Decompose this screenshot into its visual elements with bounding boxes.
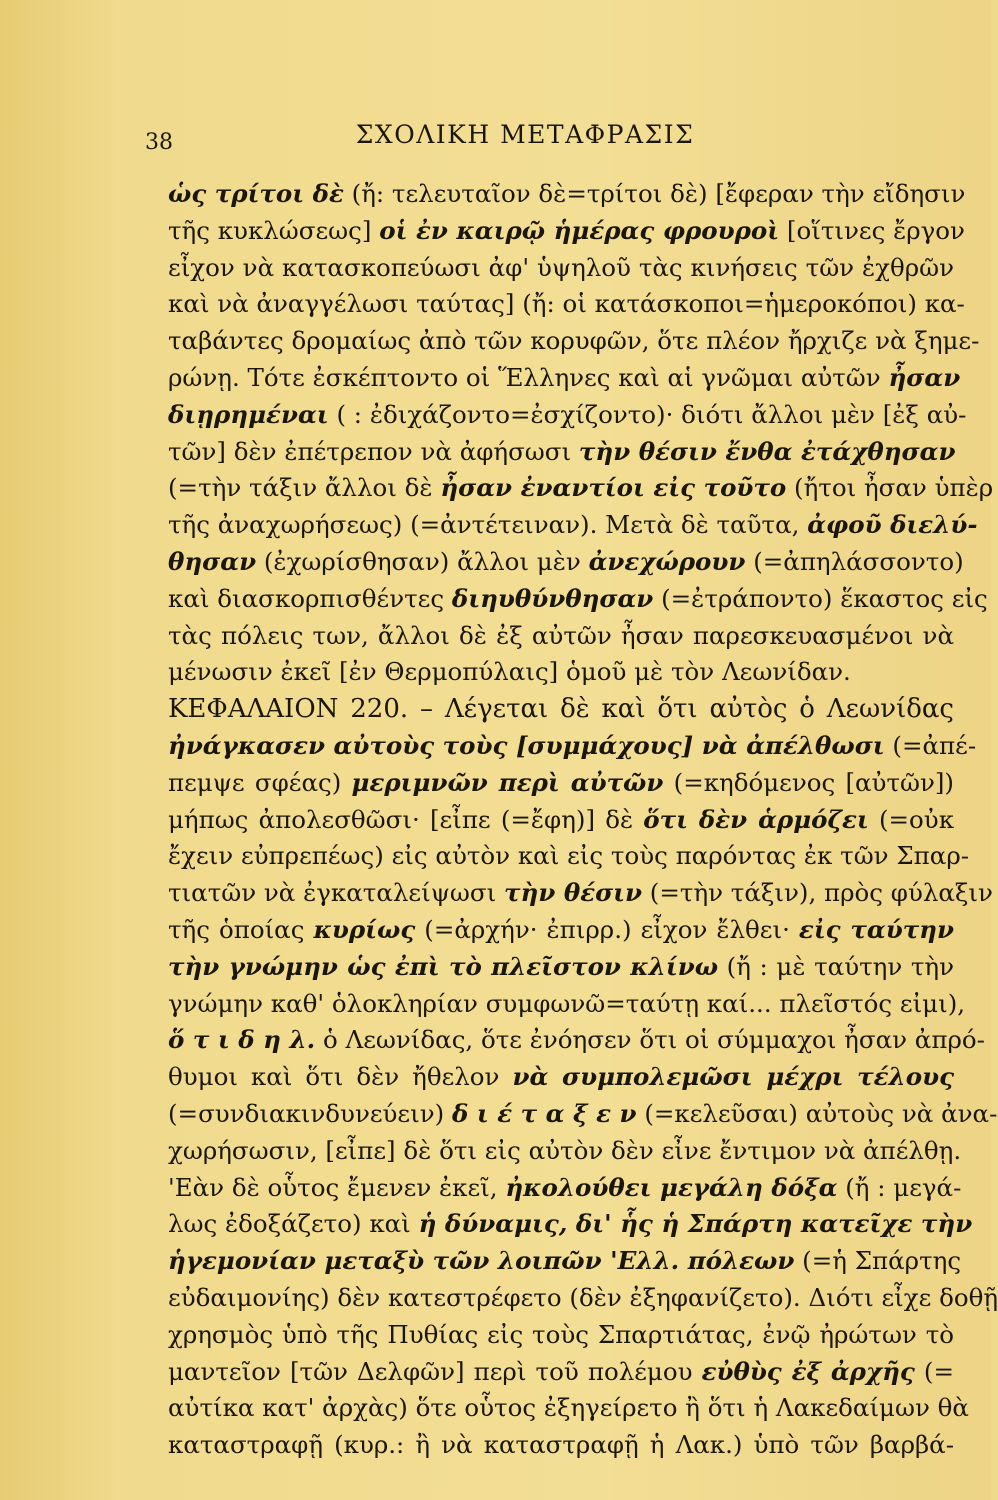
page-number: 38 xyxy=(145,130,173,155)
text-line xyxy=(168,286,965,323)
text-span: μήπως ἀπολεσθῶσι· [εἶπε (=ἔφη)] δὲ xyxy=(168,804,644,834)
text-line xyxy=(168,470,994,507)
text-span: τῆς ἀναχωρήσεως) (=ἀντέτειναν). Μετὰ δὲ ταῦτα, xyxy=(168,510,808,540)
text-line xyxy=(168,1243,962,1280)
text-line xyxy=(168,912,954,949)
body-text xyxy=(168,176,998,1464)
text-span: τιατῶν νὰ ἐγκαταλείψωσι xyxy=(168,878,505,908)
emphasized-phrase: ἠνάγκασεν αὐτοὺς τοὺς [συμμάχους] νὰ ἀπέλθωσι xyxy=(168,730,885,760)
text-span: (=ἀπέ- xyxy=(884,730,977,760)
text-line xyxy=(168,1022,985,1059)
emphasized-phrase: ἦσαν ἐναντίοι εἰς τοῦτο xyxy=(440,473,787,503)
text-line xyxy=(168,1390,969,1427)
page-header xyxy=(145,120,865,156)
emphasized-phrase: εὐθὺς ἐξ ἀρχῆς xyxy=(701,1356,915,1386)
text-span: (ἐχωρίσθησαν) ἄλλοι μὲν xyxy=(256,546,589,576)
emphasized-phrase: εἰς ταύτην xyxy=(798,914,954,944)
text-line xyxy=(168,213,965,250)
emphasized-phrase: μεριμνῶν περὶ αὐτῶν xyxy=(351,767,664,797)
text-line xyxy=(168,618,954,655)
emphasized-phrase: νὰ συμπολεμῶσι μέχρι τέλους xyxy=(512,1062,954,1092)
text-line xyxy=(168,654,954,691)
text-span: καταστραφῇ (κυρ.: ἢ νὰ καταστραφῇ ἡ Λακ.) ὑπὸ τῶν βαρβά- xyxy=(168,1430,954,1460)
text-span: καὶ διασκορπισθέντες xyxy=(168,583,452,613)
text-line xyxy=(168,728,977,765)
text-span: (=ἐτράποντο) ἕκαστος εἰς xyxy=(653,583,988,613)
text-span: μαντεῖον [τῶν Δελφῶν] περὶ τοῦ πολέμου xyxy=(168,1356,702,1386)
text-span: τῶν] δὲν ἐπέτρεπον νὰ ἀφήσωσι xyxy=(168,436,579,466)
emphasized-phrase: κυρίως xyxy=(313,914,416,944)
text-span: (=τὴν τάξιν), πρὸς φύλαξιν xyxy=(642,878,993,908)
text-span: χρησμὸς ὑπὸ τῆς Πυθίας εἰς τοὺς Σπαρτιάτας, ἐνῷ ἠρώτων τὸ xyxy=(168,1319,954,1349)
text-line xyxy=(168,360,961,397)
emphasized-phrase: τὴν γνώμην ὡς ἐπὶ τὸ πλεῖστον κλίνω xyxy=(168,951,719,981)
text-span: μένωσιν ἐκεῖ [ἐν Θερμοπύλαις] ὁμοῦ μὲ τὸν Λεωνίδαν. xyxy=(168,657,851,687)
text-line xyxy=(168,986,966,1023)
text-line xyxy=(168,1170,962,1207)
text-span: τῆς ὁποίας xyxy=(168,914,314,944)
text-line xyxy=(168,802,954,839)
text-line xyxy=(168,507,978,544)
text-line xyxy=(168,1096,998,1133)
text-span: (=ἀρχήν· ἐπιρρ.) εἶχον ἔλθει· xyxy=(415,914,799,944)
text-line xyxy=(168,434,954,471)
emphasized-phrase: θησαν xyxy=(168,546,257,576)
text-span: (=οὐκ xyxy=(868,804,955,834)
text-line xyxy=(168,1206,973,1243)
emphasized-phrase: δ ι έ τ α ξ ε ν xyxy=(451,1098,637,1128)
text-line xyxy=(168,875,993,912)
text-span: ὁ Λεωνίδας, ὅτε ἐνόησεν ὅτι οἱ σύμμαχοι ἦσαν ἀπρό- xyxy=(315,1025,985,1055)
emphasized-phrase: ἡγεμονίαν μεταξὺ τῶν λοιπῶν 'Ελλ. πόλεων xyxy=(168,1246,795,1276)
text-span: λως ἐδοξάζετο) καὶ xyxy=(168,1209,419,1239)
text-line xyxy=(168,1280,998,1317)
emphasized-phrase: τὴν θέσιν xyxy=(504,878,643,908)
text-line xyxy=(168,323,980,360)
emphasized-phrase: οἱ ἐν καιρῷ ἡμέρας φρουροὶ xyxy=(379,215,780,245)
text-span: πεμψε σφέας) xyxy=(168,767,352,797)
emphasized-phrase: ὡς τρίτοι δὲ xyxy=(168,179,344,208)
text-span: εἶχον νὰ κατασκοπεύωσι ἀφ' ὑψηλοῦ τὰς κινήσεις τῶν ἐχθρῶν xyxy=(168,252,954,282)
text-span: (=κηδόμενος [αὐτῶν]) xyxy=(663,767,954,797)
text-span: αὐτίκα κατ' ἀρχὰς) ὅτε οὗτος ἐξηγείρετο ἢ ὅτι ἡ Λακεδαίμων θὰ xyxy=(168,1393,969,1423)
text-span: (=ἡ Σπάρτης xyxy=(794,1246,962,1276)
emphasized-phrase: ἡ δύναμις, δι' ἧς ἡ Σπάρτη κατεῖχε τὴν xyxy=(418,1209,973,1239)
text-span: (ἤ : μεγά- xyxy=(837,1172,962,1202)
emphasized-phrase: τὴν θέσιν ἔνθα ἐτάχθησαν xyxy=(578,436,956,466)
text-span: ταβάντες δρομαίως ἀπὸ τῶν κορυφῶν, ὅτε πλέον ἤρχιζε νὰ ξημε- xyxy=(168,326,980,356)
text-line xyxy=(168,765,954,802)
text-line xyxy=(168,1317,954,1354)
text-line xyxy=(168,176,966,213)
text-line xyxy=(168,1133,962,1170)
text-span: καὶ νὰ ἀναγγέλωσι ταύτας] (ἤ: οἱ κατάσκοποι=ἡμεροκόποι) κα- xyxy=(168,289,965,319)
text-span: (=ἀπηλάσσοντο) xyxy=(745,546,964,576)
text-span: (=συνδιακινδυνεύειν) xyxy=(168,1098,452,1128)
text-line xyxy=(168,1354,954,1391)
text-span: ρώνῃ. Τότε ἐσκέπτοντο οἱ Ἕλληνες καὶ αἱ γνῶμαι αὐτῶν xyxy=(168,362,889,392)
text-line xyxy=(168,250,954,287)
text-span: (=κελεῦσαι) αὐτοὺς νὰ ἀνα- xyxy=(636,1098,998,1128)
emphasized-phrase: διηυθύνθησαν xyxy=(451,583,654,613)
running-title: ΣΧΟΛΙΚΗ ΜΕΤΑΦΡΑΣΙΣ xyxy=(355,120,695,149)
emphasized-phrase: ἠκολούθει μεγάλη δόξα xyxy=(505,1172,838,1202)
text-span: (= xyxy=(914,1356,954,1386)
text-span: εὐδαιμονίης) δὲν κατεστρέφετο (δὲν ἐξηφανίζετο). Διότι εἶχε δοθῇ xyxy=(168,1282,998,1312)
text-span: ΚΕΦΑΛΑΙΟΝ 220. – Λέγεται δὲ καὶ ὅτι αὐτὸς ὁ Λεωνίδας xyxy=(168,694,954,725)
text-span: [οἵτινες ἔργον xyxy=(779,215,965,245)
emphasized-phrase: ὅτι δὲν ἁρμόζει xyxy=(643,804,869,834)
text-span: (ἤτοι ἦσαν ὑπὲρ xyxy=(786,473,994,503)
text-span: (ἤ: τελευταῖον δὲ=τρίτοι δὲ) [ἔφεραν τὴν εἴδησιν xyxy=(343,179,966,208)
text-line xyxy=(168,397,967,434)
text-span: 'Εὰν δὲ οὗτος ἔμενεν ἐκεῖ, xyxy=(168,1172,506,1202)
emphasized-phrase: ὅ τ ι δ η λ. xyxy=(168,1025,316,1055)
text-line xyxy=(168,1059,954,1096)
text-span: τὰς πόλεις των, ἄλλοι δὲ ἐξ αὐτῶν ἦσαν παρεσκευασμένοι νὰ xyxy=(168,620,954,650)
emphasized-phrase: διῃρημέναι xyxy=(168,399,329,429)
text-span: θυμοι καὶ ὅτι δὲν ἤθελον xyxy=(168,1062,513,1092)
text-line xyxy=(168,544,964,581)
text-line xyxy=(168,691,954,728)
text-span: (=τὴν τάξιν ἄλλοι δὲ xyxy=(168,473,441,503)
text-line xyxy=(168,1427,954,1464)
emphasized-phrase: ἀνεχώρουν xyxy=(588,546,746,576)
text-line xyxy=(168,838,970,875)
text-span: ( : ἐδιχάζοντο=ἐσχίζοντο)· διότι ἄλλοι μὲν [ἐξ αὐ- xyxy=(328,399,967,429)
emphasized-phrase: ἀφοῦ διελύ- xyxy=(807,510,978,540)
text-span: τῆς κυκλώσεως] xyxy=(168,215,380,245)
text-span: χωρήσωσιν, [εἶπε] δὲ ὅτι εἰς αὐτὸν δὲν εἶνε ἔντιμον νὰ ἀπέλθῃ. xyxy=(168,1135,962,1165)
text-span: ἔχειν εὐπρεπέως) εἰς αὐτὸν καὶ εἰς τοὺς παρόντας ἐκ τῶν Σπαρ- xyxy=(168,841,970,871)
text-line xyxy=(168,581,988,618)
emphasized-phrase: ἦσαν xyxy=(888,362,961,392)
text-line xyxy=(168,949,954,986)
text-span: γνώμην καθ' ὁλοκληρίαν συμφωνῶ=ταύτῃ καί... πλεῖστός εἰμι), xyxy=(168,988,966,1018)
text-span: (ἤ : μὲ ταύτην τὴν xyxy=(718,951,955,981)
